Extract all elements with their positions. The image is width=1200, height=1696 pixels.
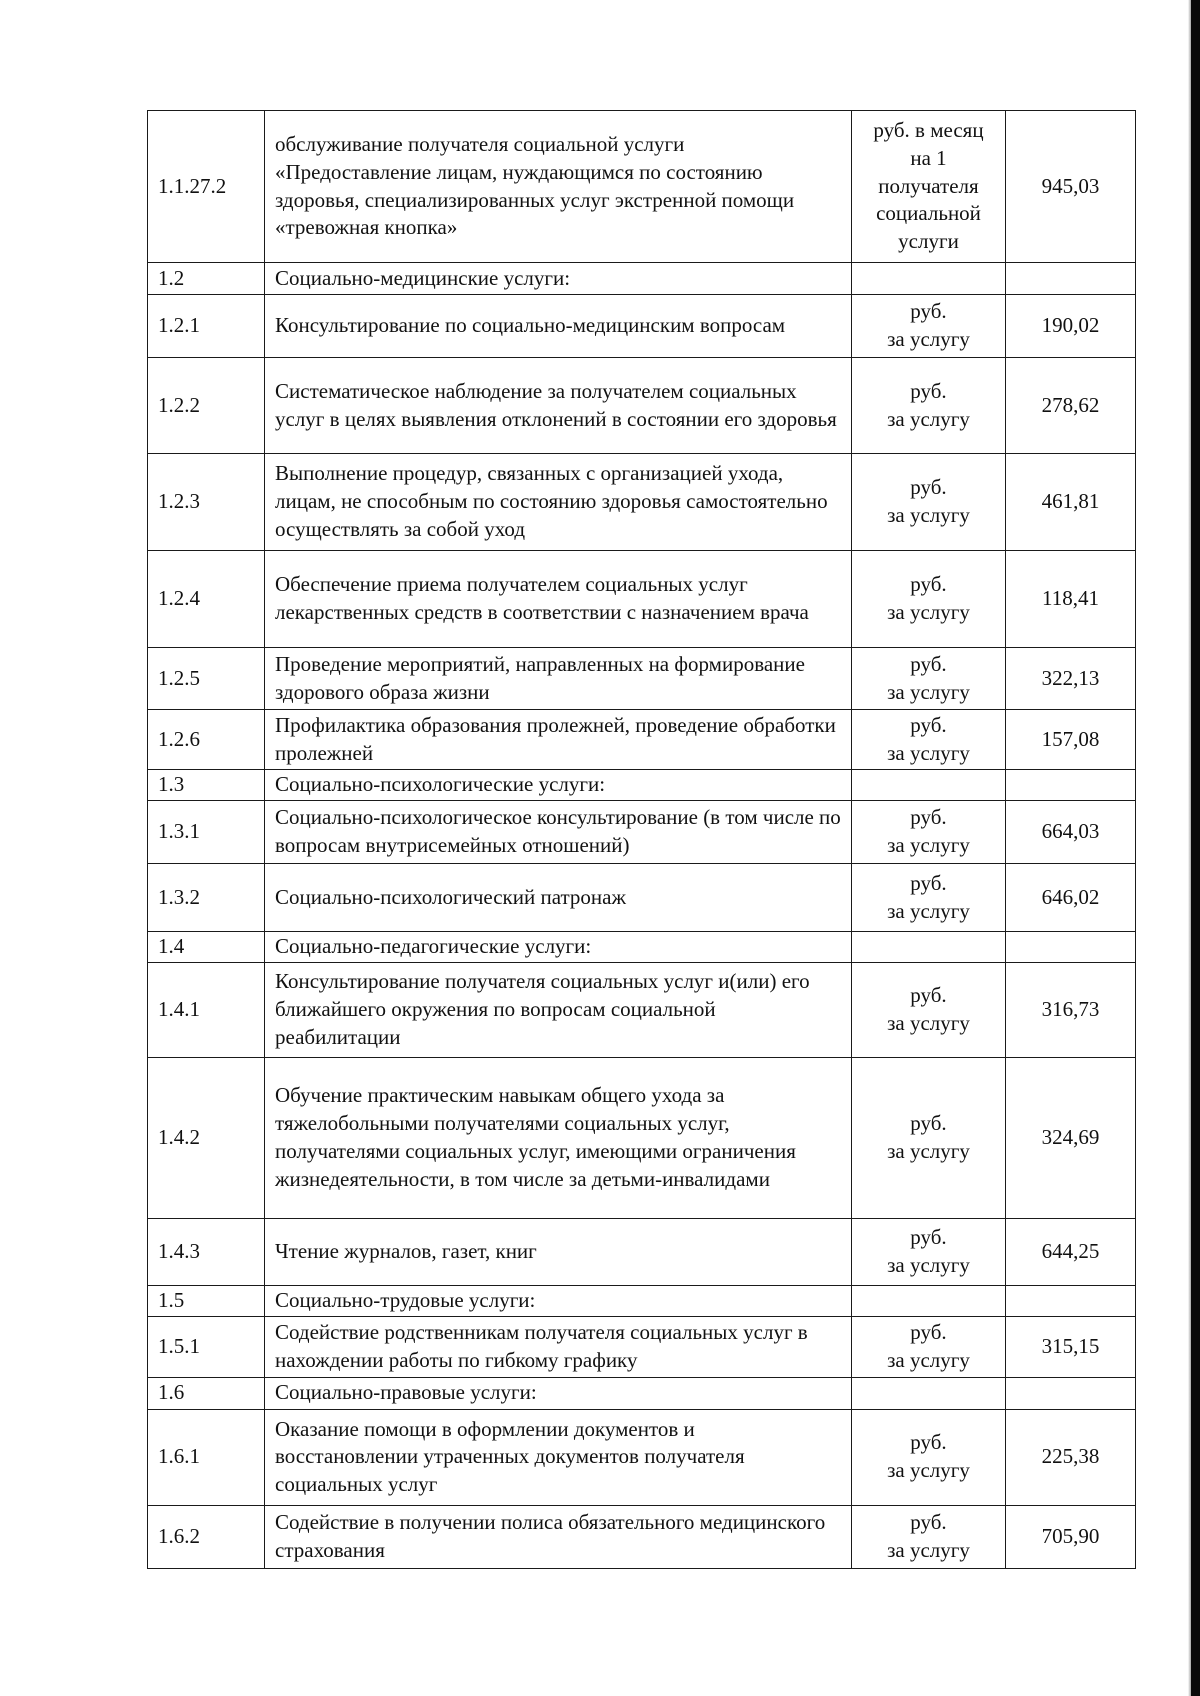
unit-line: за услугу: [887, 327, 970, 351]
service-name: Содействие в получении полиса обязательного медицинского страхования: [265, 1505, 852, 1568]
row-code: 1.6.2: [148, 1505, 265, 1568]
service-name: Профилактика образования пролежней, проведение обработки пролежней: [265, 710, 852, 770]
row-code: 1.2.5: [148, 648, 265, 710]
unit-cell: [852, 932, 1006, 963]
price-cell: 157,08: [1006, 710, 1136, 770]
row-code: 1.5.1: [148, 1316, 265, 1377]
section-title: Социально-психологические услуги:: [265, 770, 852, 801]
unit-cell: [852, 1316, 1006, 1377]
table-row: [148, 648, 1136, 710]
row-code: 1.1.27.2: [148, 111, 265, 263]
unit-cell: [852, 1505, 1006, 1568]
service-name: Обеспечение приема получателем социальных услуг лекарственных средств в соответствии с назначением врача: [265, 551, 852, 648]
service-name: Систематическое наблюдение за получателем социальных услуг в целях выявления отклонений в состоянии его здоровья: [265, 358, 852, 454]
unit-line: руб.: [910, 651, 947, 676]
price-cell: 324,69: [1006, 1057, 1136, 1218]
table-row: [148, 454, 1136, 551]
price-cell: [1006, 1285, 1136, 1316]
row-code: 1.2.6: [148, 710, 265, 770]
unit-line: руб. в месяц: [873, 118, 984, 143]
unit-cell: [852, 1409, 1006, 1505]
table-row: [148, 801, 1136, 864]
row-code: 1.6: [148, 1377, 265, 1409]
unit-line: получателя: [878, 173, 979, 198]
table-row: [148, 1057, 1136, 1218]
unit-line: руб.: [910, 1509, 947, 1534]
price-cell: [1006, 932, 1136, 963]
unit-line: за услугу: [887, 1458, 970, 1483]
section-title: Социально-трудовые услуги:: [265, 1285, 852, 1316]
price-cell: 705,90: [1006, 1505, 1136, 1568]
row-code: 1.2.3: [148, 454, 265, 551]
unit-line: за услугу: [887, 600, 970, 624]
row-code: 1.3: [148, 770, 265, 801]
unit-line: на 1: [910, 145, 947, 170]
section-row: [148, 1285, 1136, 1316]
service-name: Консультирование получателя социальных услуг и(или) его ближайшего окружения по вопросам социальной реабилитации: [265, 962, 852, 1057]
scan-edge-shadow: [1191, 0, 1200, 1696]
service-name: Социально-психологический патронаж: [265, 864, 852, 932]
price-cell: [1006, 263, 1136, 295]
unit-cell: [852, 648, 1006, 710]
price-cell: 278,62: [1006, 358, 1136, 454]
table-row: [148, 1505, 1136, 1568]
unit-line: за услугу: [887, 833, 970, 858]
tariff-table-body: [148, 111, 1136, 1569]
unit-line: социальной: [876, 201, 981, 226]
unit-line: за услугу: [887, 1347, 970, 1372]
tariff-table: [147, 110, 1136, 1569]
service-name: Проведение мероприятий, направленных на формирование здорового образа жизни: [265, 648, 852, 710]
unit-line: руб.: [910, 983, 947, 1008]
unit-line: за услугу: [887, 679, 970, 704]
table-row: [148, 111, 1136, 263]
section-title: Социально-медицинские услуги:: [265, 263, 852, 295]
unit-cell: [852, 454, 1006, 551]
unit-line: руб.: [910, 805, 947, 830]
price-cell: 322,13: [1006, 648, 1136, 710]
price-cell: 315,15: [1006, 1316, 1136, 1377]
unit-line: руб.: [910, 713, 947, 737]
price-cell: 118,41: [1006, 551, 1136, 648]
unit-line: руб.: [910, 572, 947, 597]
price-cell: 646,02: [1006, 864, 1136, 932]
section-row: [148, 932, 1136, 963]
table-row: [148, 962, 1136, 1057]
unit-cell: [852, 111, 1006, 263]
unit-cell: [852, 263, 1006, 295]
service-name: Обучение практическим навыкам общего ухода за тяжелобольными получателями социальных услуг, получателями социальных услуг, имеющими ограничения жизнедеятельности, в том числе за детьми-инвалидами: [265, 1057, 852, 1218]
table-row: [148, 295, 1136, 358]
unit-line: за услугу: [887, 503, 970, 527]
row-code: 1.5: [148, 1285, 265, 1316]
unit-line: руб.: [910, 1111, 947, 1136]
scan-edge-gradient: [1188, 0, 1191, 1696]
section-title: Социально-педагогические услуги:: [265, 932, 852, 963]
row-code: 1.6.1: [148, 1409, 265, 1505]
unit-cell: [852, 770, 1006, 801]
unit-line: руб.: [910, 475, 947, 500]
table-row: [148, 710, 1136, 770]
row-code: 1.4.3: [148, 1218, 265, 1285]
table-row: [148, 551, 1136, 648]
unit-line: за услугу: [887, 1010, 970, 1035]
price-cell: 225,38: [1006, 1409, 1136, 1505]
section-row: [148, 1377, 1136, 1409]
unit-cell: [852, 358, 1006, 454]
unit-cell: [852, 801, 1006, 864]
price-cell: [1006, 1377, 1136, 1409]
unit-cell: [852, 551, 1006, 648]
row-code: 1.4.2: [148, 1057, 265, 1218]
unit-cell: [852, 1057, 1006, 1218]
table-row: [148, 864, 1136, 932]
unit-line: руб.: [910, 1225, 947, 1250]
unit-line: услуги: [898, 229, 959, 254]
price-cell: 190,02: [1006, 295, 1136, 358]
unit-cell: [852, 864, 1006, 932]
service-name: Чтение журналов, газет, книг: [265, 1218, 852, 1285]
price-cell: 316,73: [1006, 962, 1136, 1057]
price-cell: [1006, 770, 1136, 801]
service-name: Оказание помощи в оформлении документов и восстановлении утраченных документов получателя социальных услуг: [265, 1409, 852, 1505]
table-row: [148, 1409, 1136, 1505]
unit-cell: [852, 295, 1006, 358]
service-name: Содействие родственникам получателя социальных услуг в нахождении работы по гибкому графику: [265, 1316, 852, 1377]
row-code: 1.3.2: [148, 864, 265, 932]
price-cell: 461,81: [1006, 454, 1136, 551]
unit-cell: [852, 1285, 1006, 1316]
row-code: 1.2.4: [148, 551, 265, 648]
service-name: Консультирование по социально-медицинским вопросам: [265, 295, 852, 358]
price-cell: 664,03: [1006, 801, 1136, 864]
service-name: Социально-психологическое консультирование (в том числе по вопросам внутрисемейных отношений): [265, 801, 852, 864]
service-name: обслуживание получателя социальной услуги «Предоставление лицам, нуждающимся по состоянию здоровья, специализированных услуг экстренной помощи «тревожная кнопка»: [265, 111, 852, 263]
unit-line: за услугу: [887, 406, 970, 431]
unit-line: руб.: [910, 1319, 947, 1344]
service-name: Выполнение процедур, связанных с организацией ухода, лицам, не способным по состоянию здоровья самостоятельно осуществлять за собой уход: [265, 454, 852, 551]
row-code: 1.2.1: [148, 295, 265, 358]
row-code: 1.3.1: [148, 801, 265, 864]
unit-cell: [852, 1218, 1006, 1285]
row-code: 1.4.1: [148, 962, 265, 1057]
unit-line: руб.: [910, 378, 947, 403]
unit-line: руб.: [910, 1430, 947, 1455]
unit-cell: [852, 1377, 1006, 1409]
section-row: [148, 770, 1136, 801]
unit-line: за услугу: [887, 1138, 970, 1163]
row-code: 1.2.2: [148, 358, 265, 454]
unit-line: за услугу: [887, 1537, 970, 1562]
unit-line: за услугу: [887, 1252, 970, 1277]
table-row: [148, 1218, 1136, 1285]
unit-line: руб.: [910, 870, 947, 895]
section-row: [148, 263, 1136, 295]
unit-line: за услугу: [887, 740, 970, 765]
unit-line: за услугу: [887, 898, 970, 923]
table-row: [148, 358, 1136, 454]
row-code: 1.2: [148, 263, 265, 295]
unit-cell: [852, 962, 1006, 1057]
price-cell: 945,03: [1006, 111, 1136, 263]
unit-line: руб.: [910, 299, 947, 324]
unit-cell: [852, 710, 1006, 770]
price-cell: 644,25: [1006, 1218, 1136, 1285]
row-code: 1.4: [148, 932, 265, 963]
section-title: Социально-правовые услуги:: [265, 1377, 852, 1409]
table-row: [148, 1316, 1136, 1377]
